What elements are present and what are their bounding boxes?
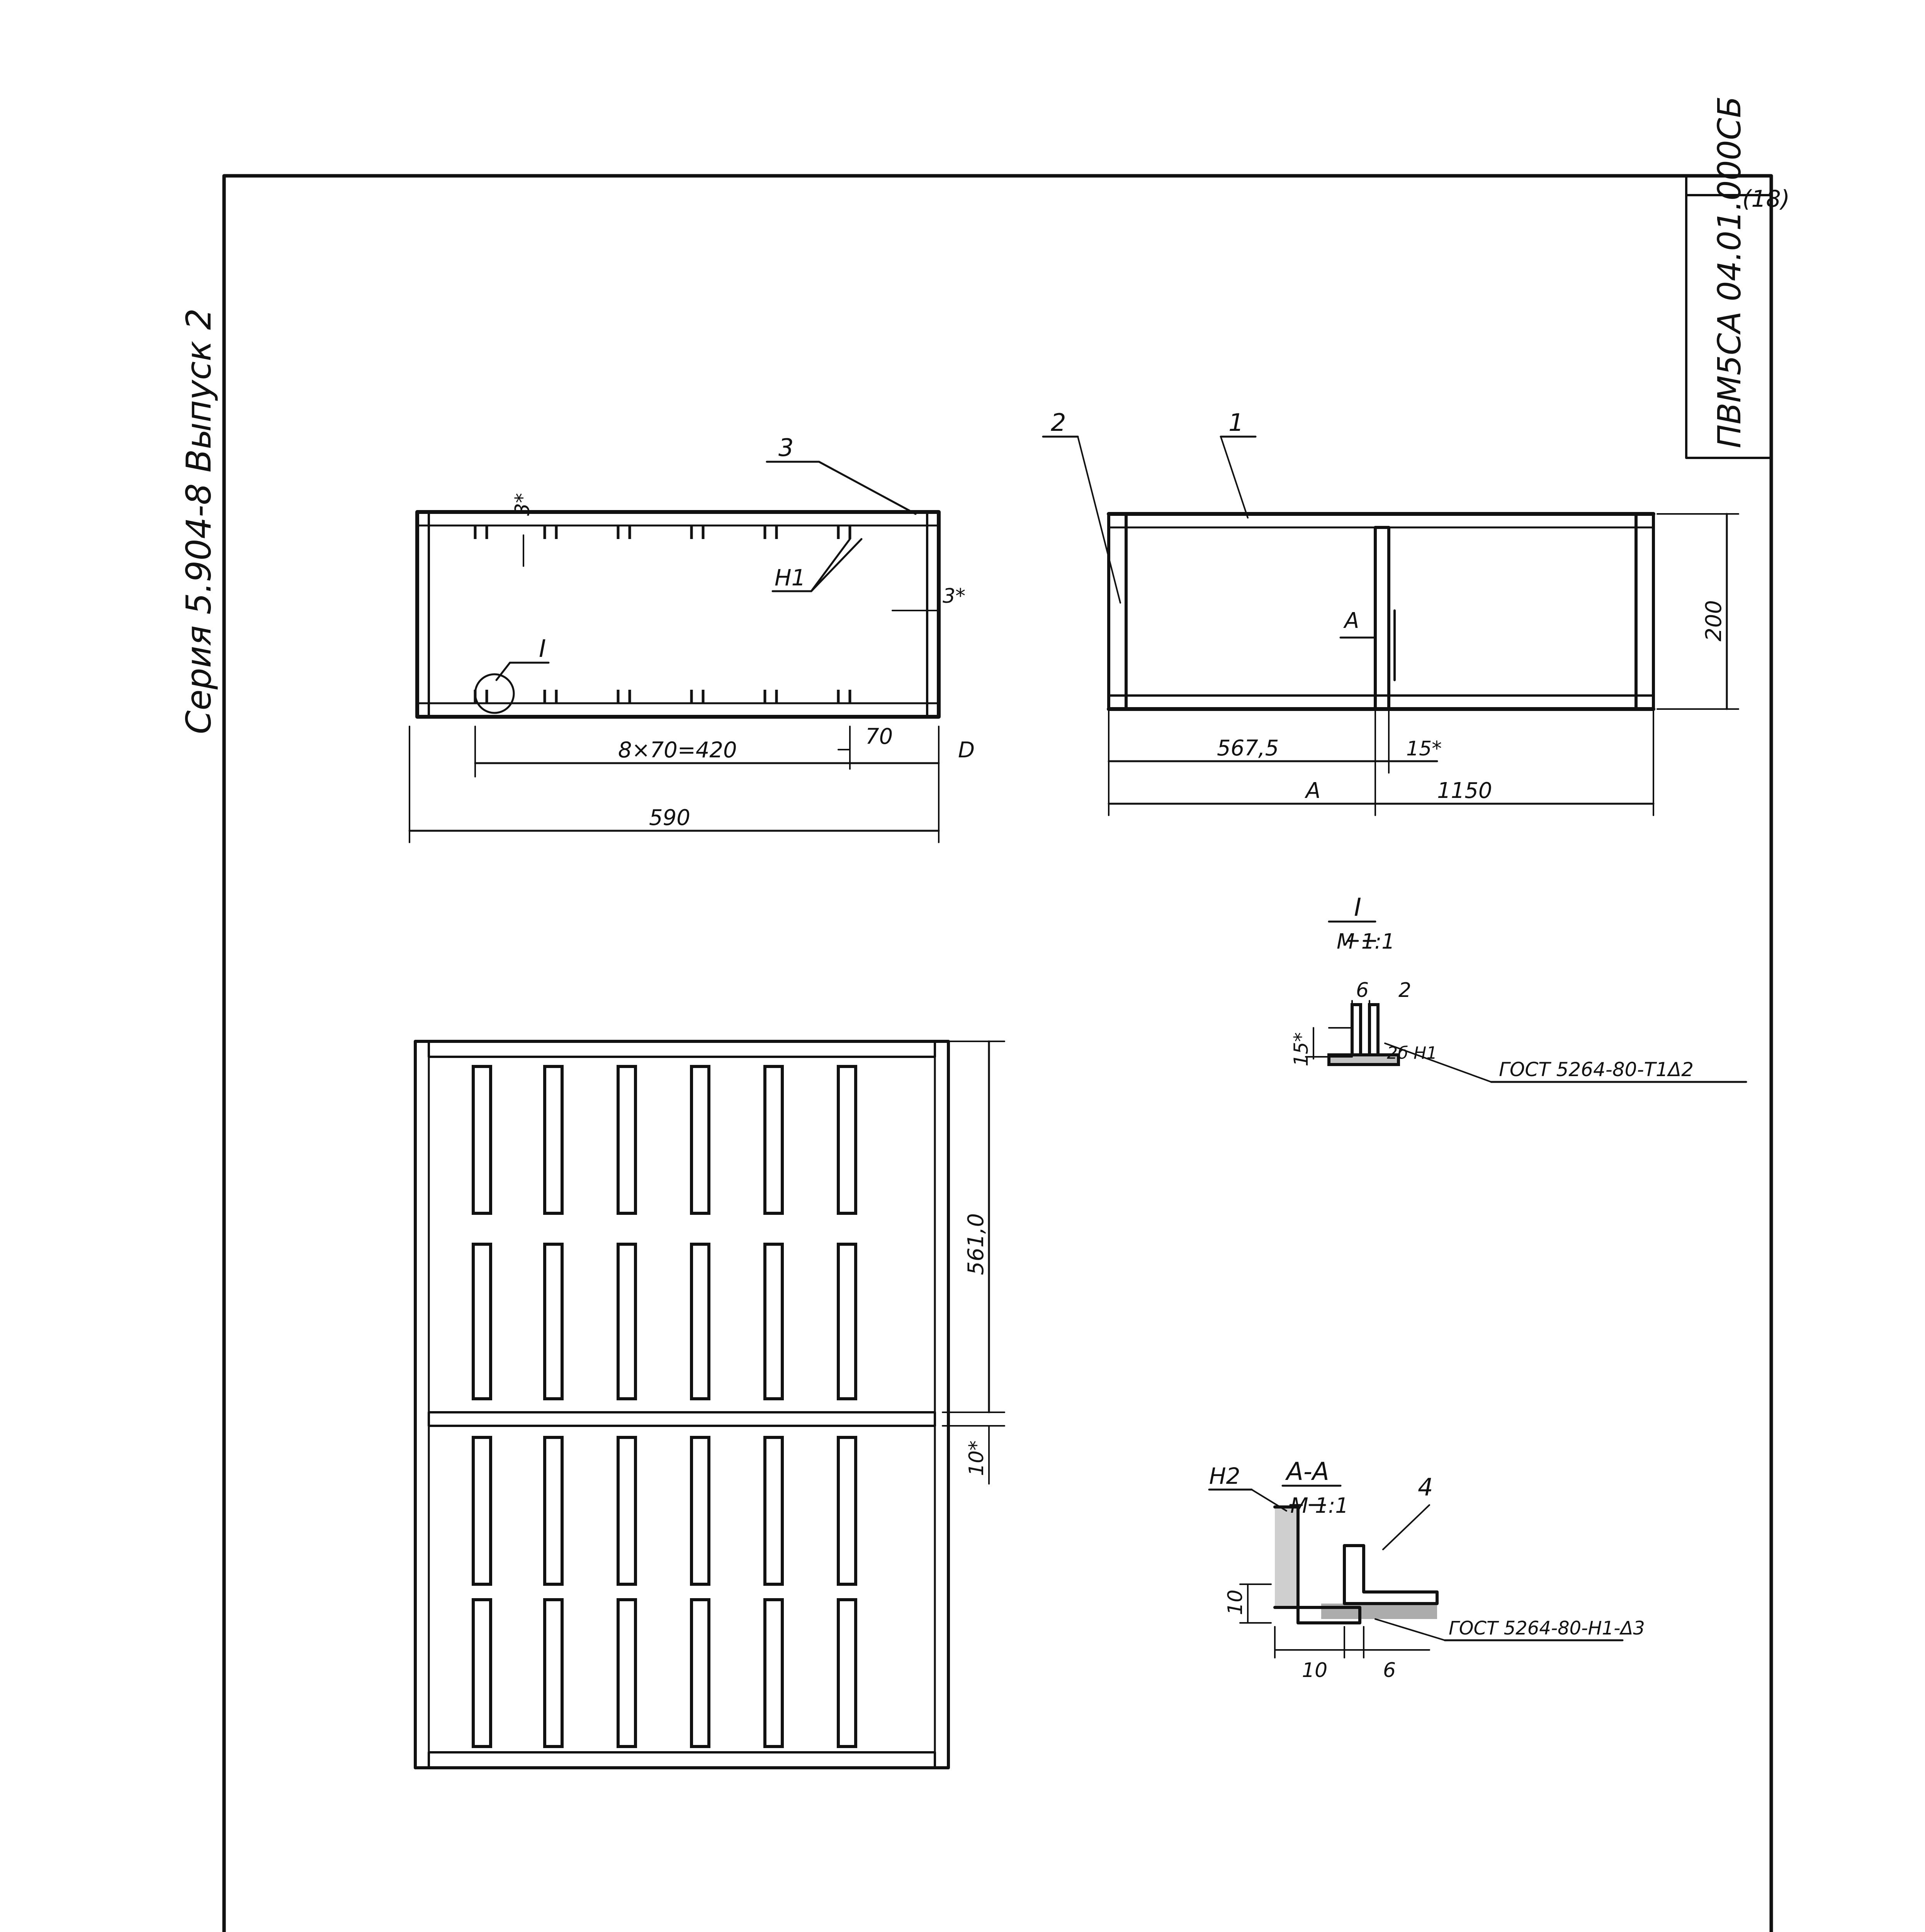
sheet-marker: (18)	[1742, 185, 1790, 213]
side-view	[1043, 437, 1738, 815]
section-dim-6: 6	[1383, 1659, 1396, 1682]
callout-3: 3	[778, 434, 794, 462]
dim-561: 561,0	[963, 1213, 989, 1275]
dim-70: 70	[865, 724, 893, 749]
dim-567: 567,5	[1217, 736, 1279, 761]
top-view	[409, 462, 939, 842]
dim-200: 200	[1701, 600, 1726, 641]
detail-i-title: I	[1354, 893, 1361, 922]
callout-1: 1	[1228, 408, 1244, 437]
callout-4: 4	[1418, 1473, 1433, 1501]
section-a-mark: А	[1344, 608, 1359, 633]
section-weld-note: ГОСТ 5264-80-Н1-Δ3	[1449, 1617, 1645, 1639]
detail-i-weld-note: ГОСТ 5264-80-Т1Δ2	[1499, 1058, 1694, 1081]
detail-i-circle	[475, 674, 514, 713]
series-label: Серия 5.904-8 Выпуск 2	[179, 308, 219, 734]
callout-n2: Н2	[1209, 1463, 1240, 1489]
plan-view	[415, 1041, 1004, 1768]
dim-590: 590	[649, 805, 690, 830]
detail-i-weld-mark: 2б Н1	[1387, 1043, 1437, 1063]
dim-15: 15*	[1406, 737, 1442, 760]
detail-ref-i: I	[539, 634, 546, 663]
dim-pitch: 8×70=420	[618, 738, 737, 763]
section-dim-10h: 10	[1302, 1659, 1328, 1682]
detail-i-dim-15: 15*	[1290, 1032, 1312, 1066]
detail-i-dim-6: 6	[1356, 979, 1369, 1002]
dim-1150: 1150	[1437, 778, 1492, 803]
vertical-doc-code: ПВМ5СА 04.01.000СБ	[1711, 96, 1748, 448]
section-dim-10v: 10	[1224, 1589, 1247, 1615]
dim-a: А	[1306, 778, 1321, 803]
detail-i-dim-2: 2	[1398, 979, 1412, 1002]
dim-10: 10*	[965, 1440, 988, 1476]
sheet-frame	[224, 176, 1771, 1932]
top-slots	[475, 526, 850, 703]
detail-i-scale: М 1:1	[1337, 929, 1395, 954]
callout-n1: Н1	[775, 565, 806, 591]
dim-d: D	[958, 738, 975, 763]
section-aa-title: А-А	[1286, 1458, 1329, 1486]
mark-3-top: 3*	[511, 493, 534, 516]
section-aa-scale: М 1:1	[1290, 1493, 1349, 1518]
callout-2: 2	[1051, 408, 1066, 437]
mark-3-right: 3*	[943, 585, 966, 608]
